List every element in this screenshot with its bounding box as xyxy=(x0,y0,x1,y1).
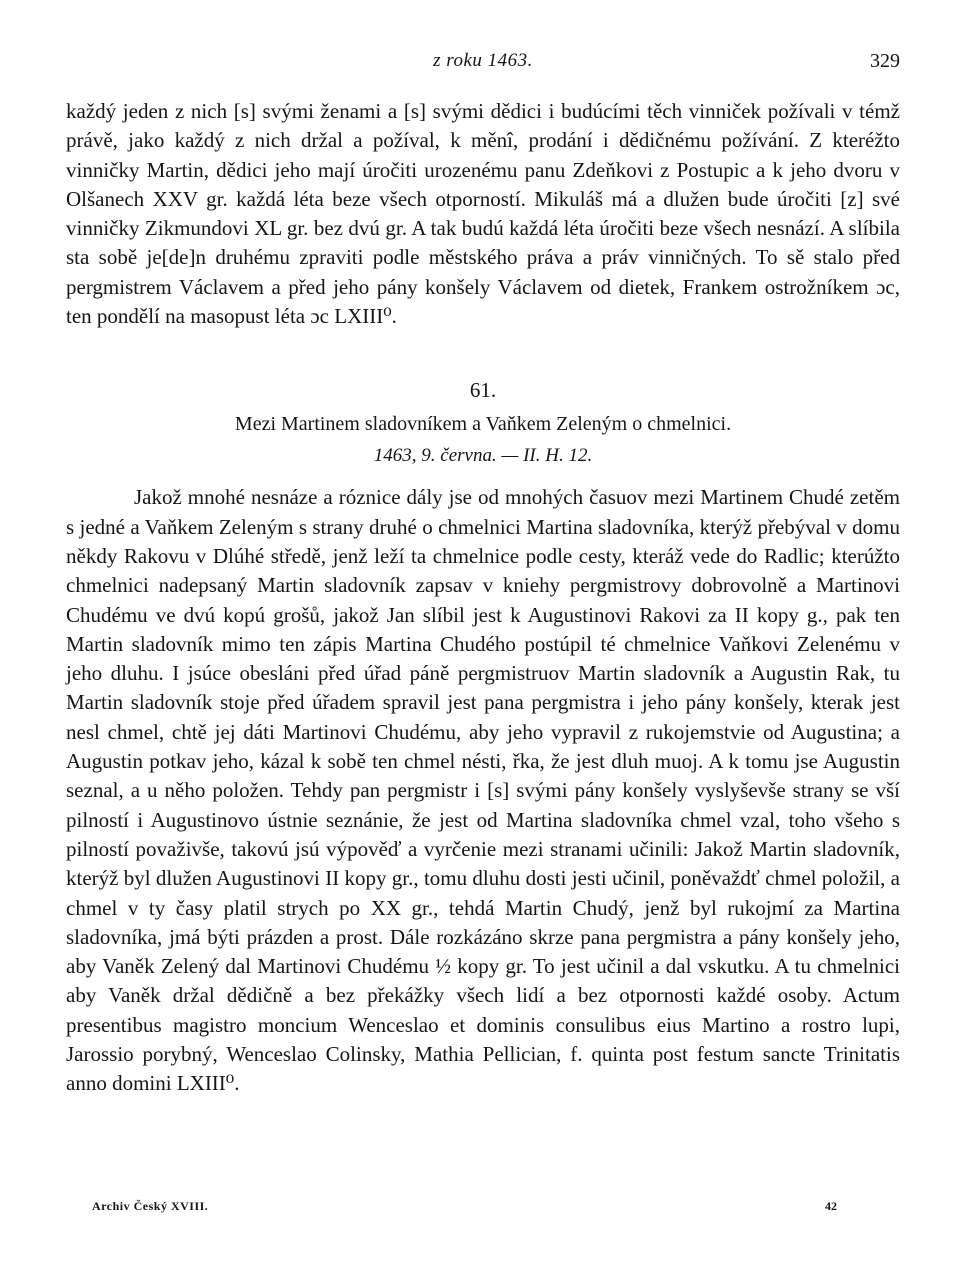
document-title: Mezi Martinem sladovníkem a Vaňkem Zeleným o chmelnici. xyxy=(234,413,732,436)
page-number: 329 xyxy=(870,50,900,72)
footer-signature: Archiv Český XVIII. xyxy=(92,1199,209,1213)
running-title: z roku 1463. xyxy=(433,50,533,71)
continued-text-paragraph: každý jeden z nich [s] svými ženami a [s] svými dědici i budúcími těch vinniček požívali v témž právě, jako každý z nich držal a požíval, k měnî, prodání i dědičnému požívání. Z kteréžto vinničky Martin, dědici jeho mají úročiti urozenému panu Zdeňkovi z Postupic a k jeho dvoru v Olšanech XXV gr. každá léta beze všech otporností. Mikuláš má a dlužen bude úročiti [z] své vinničky Zikmundovi XL gr. bez dvú gr. A tak budú každá léta úročiti beze všech nesnází. A slíbila sta sobě je[de]n druhému zpraviti podle městského práva a práv vinničných. To sě stalo před pergmistrem Václavem a před jeho pány konšely Václavem od dietek, Frankem ostrožníkem ɔc, ten pondělí na masopust léta ɔc LXIII⁰. xyxy=(66,99,900,329)
document-date: 1463, 9. června. — II. H. 12. xyxy=(373,445,593,467)
document-text-paragraph: Jakož mnohé nesnáze a róznice dály jse od mnohých časuov mezi Martinem Chudé zetěm s jedné a Vaňkem Zeleným s strany druhé o chmelnici Martina sladovníka, kterýž přebýval v domu někdy Rakovu v Dlúhé středě, jenž leží ta chmelnice podle cesty, kteráž vede do Radlic; kterúžto chmelnici nadepsaný Martin sladovník zapsav v kniehy pergmistrovy dobrovolně a Martinovi Chudému ve dvú kopú grošů, jakož Jan slíbil jest k Augustinovi Rakovi za II kopy g., pak ten Martin sladovník mimo ten zápis Martina Chudého postúpil té chmelnice Vaňkovi Zelenému v jeho dluhu. I jsúce obesláni před úřad páně pergmistruov Martin sladovník a Augustin Rak, tu Martin sladovník stoje před úřadem spravil jest pana pergmistra i jeho pány konšely, kterak jest nesl chmel, chtě jej dáti Martinovi Chudému, aby jeho vypravil z rukojemstvie od Augustina; a Augustin potkav jeho, kázal k sobě ten chmel nésti, řka, že jest dluh muoj. A k tomu jse Augustin seznal, a u něho položen. Tehdy pan pergmistr i [s] svými pány konšely vyslyševše strany se vší pilností i Augustinovo ústnie seznánie, že jest od Martina sladovníka chmel vzal, toho všeho s pilností považivše, takovú jsú výpověď a vyrčenie mezi stranami učinili: Jakož Martin sladovník, kterýž byl dlužen Augustinovi II kopy gr., tomu dluhu dosti jesti učinil, poněvaždť chmel položil, a chmel v ty časy platil strych po XX gr., tehdá Martin Chudý, jenž byl rukojmí za Martina sladovníka, jmá býti prázden a prost. Dále rozkázáno skrze pana pergmistra a pány konšely jeho, aby Vaněk Zelený dal Martinovi Chudému ½ kopy gr. To jest učinil a dal vskutku. A tu chmelnici aby Vaněk držal dědičně a bez překážky všech lidí a bez otpornosti každé osoby. Actum presentibus magistro moncium Wenceslao et dominis consulibus eius Martino a rostro lupi, Jarossio porybný, Wenceslao Colinsky, Mathia Pellician, f. quinta post festum sancte Trinitatis anno domini LXIII⁰. xyxy=(66,485,900,1096)
page xyxy=(66,48,900,1099)
document-number: 61. xyxy=(469,378,497,403)
page-footer xyxy=(92,1199,837,1223)
page-header xyxy=(66,48,900,78)
footer-sheet-mark: 42 xyxy=(825,1199,837,1213)
